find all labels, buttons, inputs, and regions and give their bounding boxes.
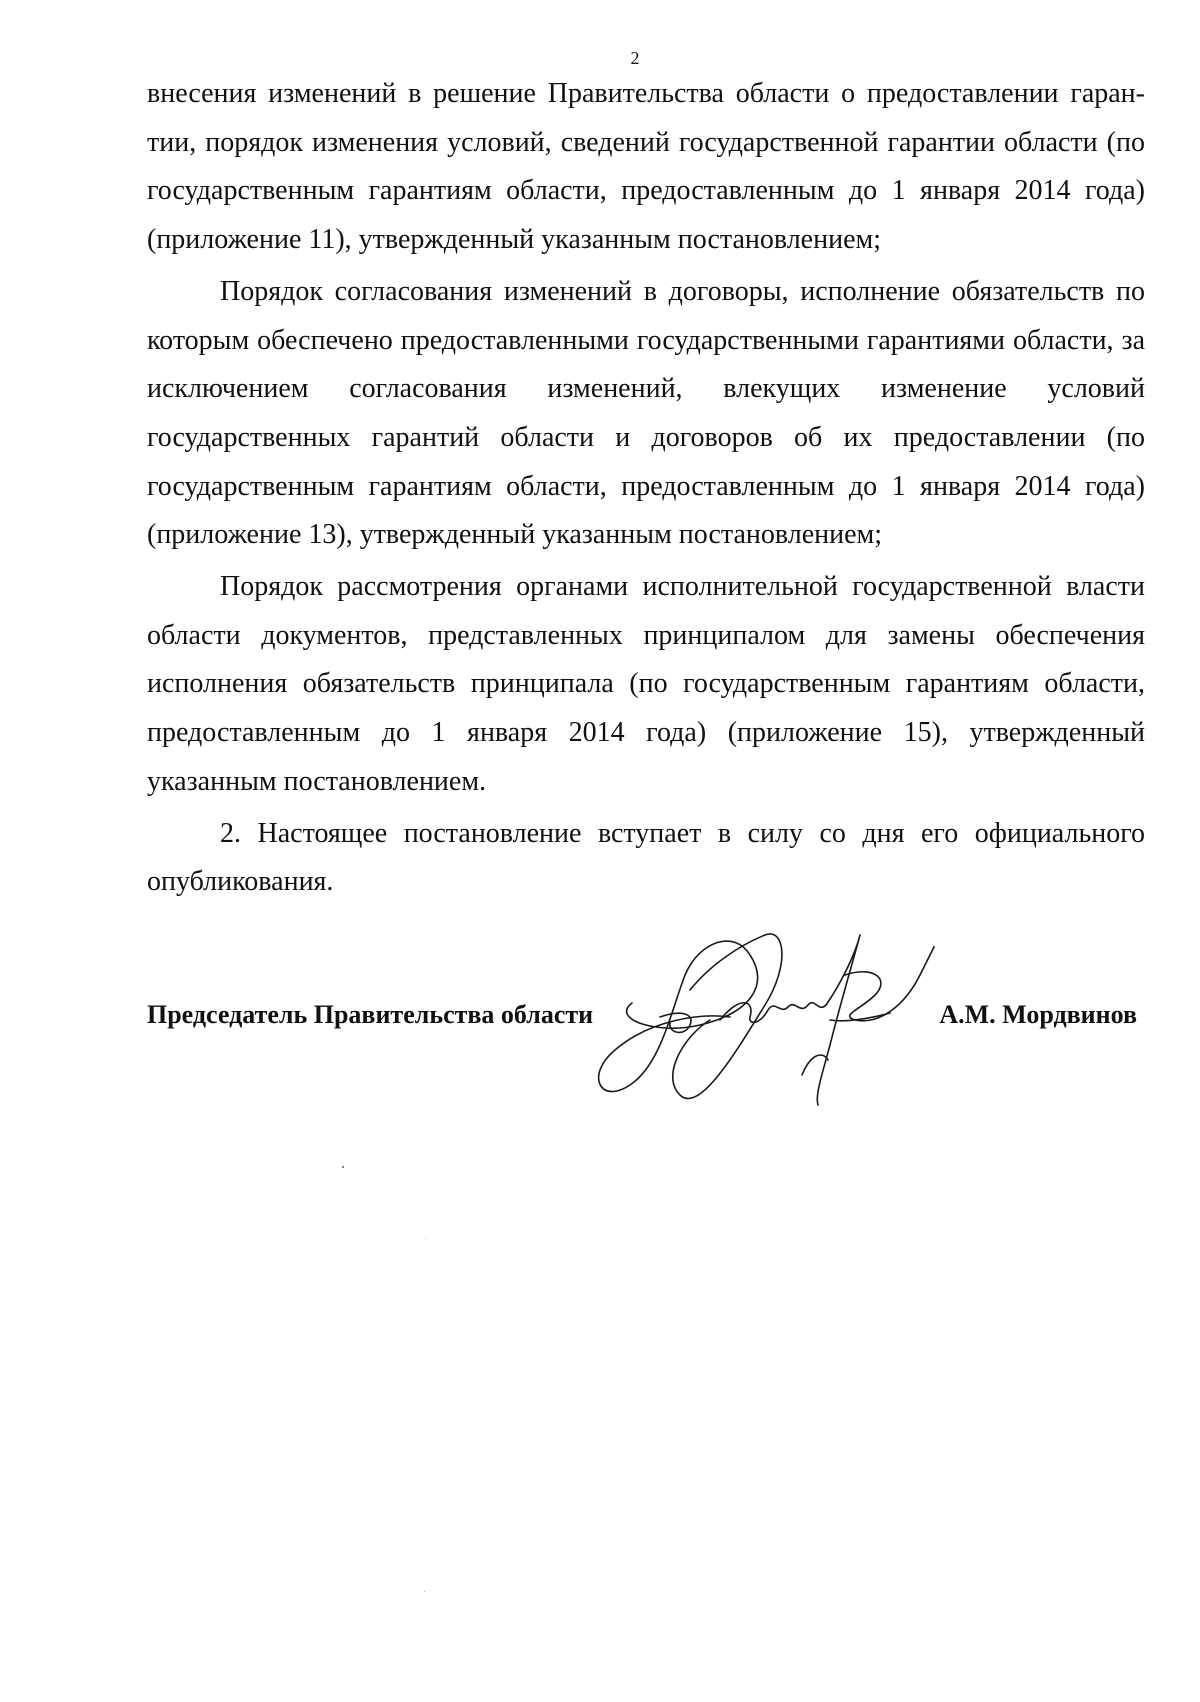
paragraph-approval-procedure: Порядок согласования изменений в договоры, исполнение обязательств по которым обеспечено предоставленными государственными гарантиями области, за исключением согласования изменений, влекущих изменение условий государственных гарантий области и договоров об их предоставлении (по государственным гарантиям области, предоставленным до 1 января 2014 года) (приложение 13), утвержденный указанным постановлением; <box>147 275 1145 551</box>
paragraph-continuation: внесения изменений в решение Правительства области о предоставлении гарантии, порядок изменения условий, сведений государственной гарантии области (по государственным гарантиям области, предоставленным до 1 января 2014 года) (приложение 11), утвержденный указанным постановлением; <box>147 78 1145 256</box>
scan-speck <box>424 1591 425 1592</box>
paragraph-effective-date: 2. Настоящее постановление вступает в силу со дня его официального опубликования. <box>147 817 1145 898</box>
signatory-name: А.М. Мордвинов <box>939 1000 1137 1029</box>
document-body <box>147 70 1145 910</box>
paragraph-review-procedure: Порядок рассмотрения органами исполнительной государственной власти области документов, представленных принципалом для замены обеспечения исполнения обязательств принципала (по государственным гарантиям области, предоставленным до 1 января 2014 года) (приложение 15), утвержденный указанным постановлением. <box>147 571 1145 797</box>
page-number: 2 <box>630 48 640 68</box>
handwritten-signature-icon <box>590 925 960 1125</box>
scan-speck <box>425 1238 426 1239</box>
scan-speck <box>342 1166 344 1168</box>
signatory-title: Председатель Правительства области <box>147 1000 594 1029</box>
